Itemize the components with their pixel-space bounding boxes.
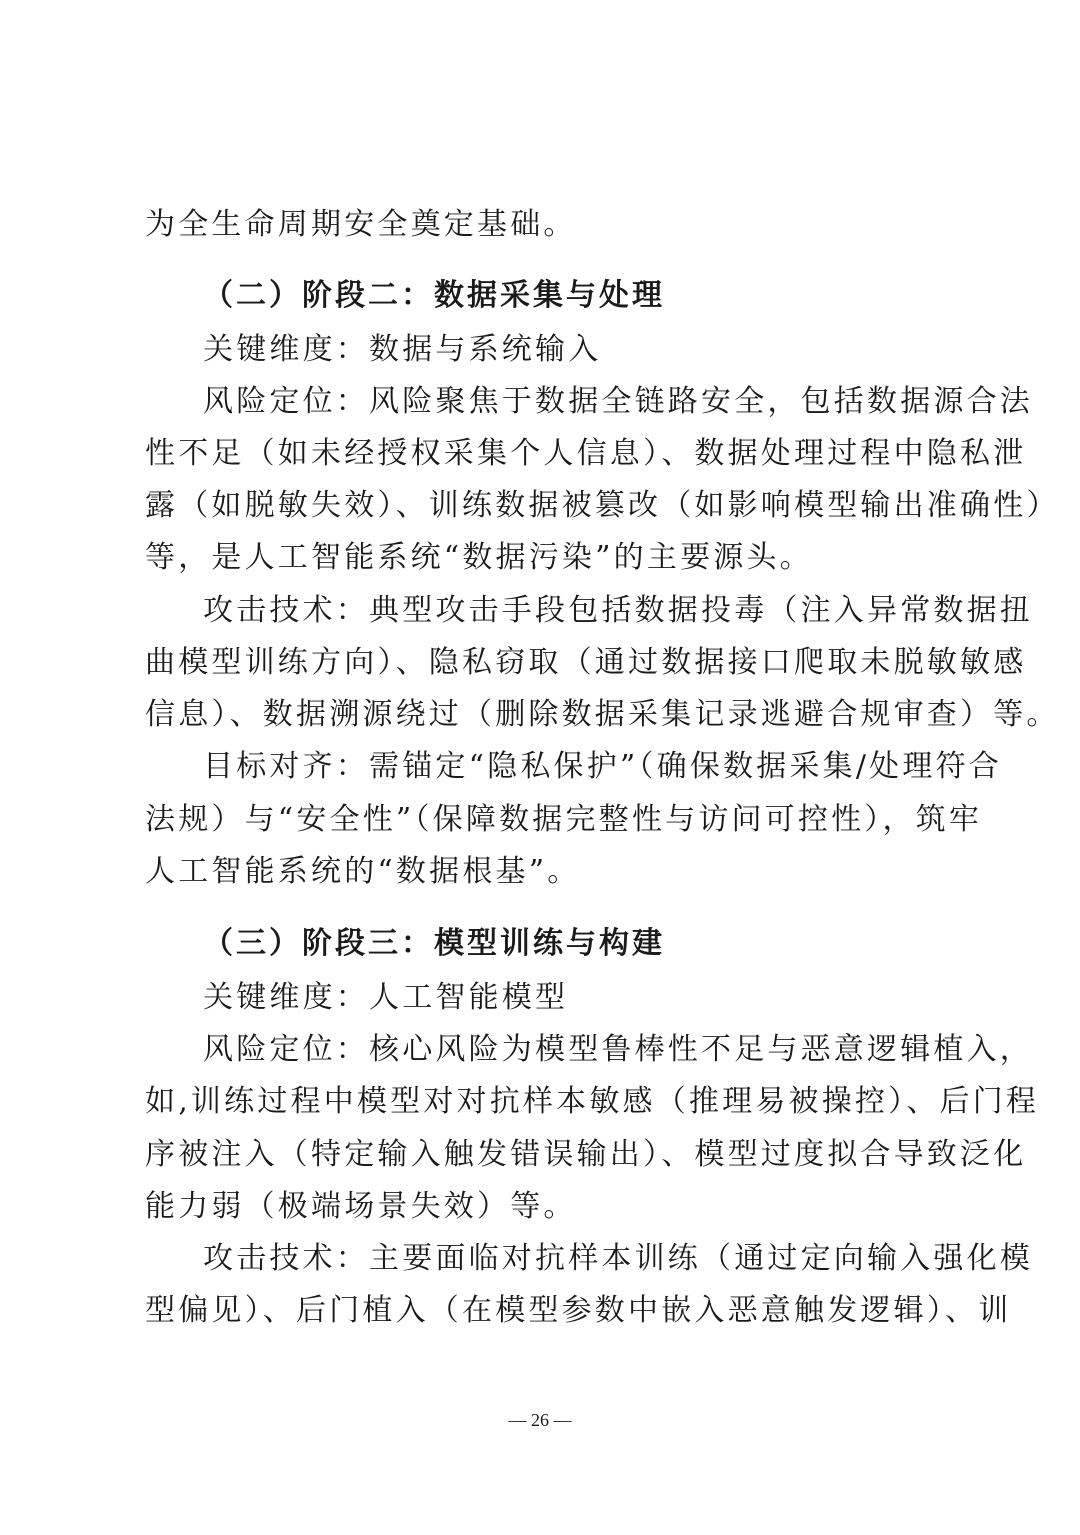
attack-technique-line: 攻击技术：典型攻击手段包括数据投毒（注入异常数据扭 [203,593,1033,628]
paragraph-line: 曲模型训练方向）、隐私窃取（通过数据接口爬取未脱敏敏感 [145,645,1027,680]
paragraph-line: 为全生命周期安全奠定基础。 [145,207,577,242]
key-dimension-line: 关键维度：人工智能模型 [203,980,569,1015]
attack-technique-line: 攻击技术：主要面临对抗样本训练（通过定向输入强化模 [203,1241,1033,1276]
paragraph-line: 能力弱（极端场景失效）等。 [145,1189,577,1224]
paragraph-line: 法规）与“安全性”（保障数据完整性与访问可控性），筑牢 [145,802,983,837]
paragraph-line: 性不足（如未经授权采集个人信息）、数据处理过程中隐私泄 [145,436,1027,471]
paragraph-line: 露（如脱敏失效）、训练数据被篡改（如影响模型输出准确性） [145,488,1060,523]
page-number: — 26 — [508,1410,572,1430]
risk-position-line: 风险定位：风险聚焦于数据全链路安全，包括数据源合法 [203,384,1033,419]
risk-position-line: 风险定位：核心风险为模型鲁棒性不足与恶意逻辑植入， [203,1032,1033,1067]
paragraph-line: 如,训练过程中模型对对抗样本敏感（推理易被操控）、后门程 [145,1084,1040,1119]
key-dimension-line: 关键维度：数据与系统输入 [203,332,602,367]
paragraph-line: 序被注入（特定输入触发错误输出）、模型过度拟合导致泛化 [145,1137,1027,1172]
paragraph-line: 人工智能系统的“数据根基”。 [145,854,581,889]
paragraph-line: 等，是人工智能系统“数据污染”的主要源头。 [145,540,813,575]
paragraph-line: 型偏见）、后门植入（在模型参数中嵌入恶意触发逻辑）、训 [145,1293,1012,1328]
paragraph-line: 信息）、数据溯源绕过（删除数据采集记录逃避合规审查）等。 [145,697,1060,732]
target-alignment-line: 目标对齐：需锚定“隐私保护”（确保数据采集/处理符合 [203,749,1002,784]
section-heading-stage-2: （二）阶段二：数据采集与处理 [203,278,665,313]
section-heading-stage-3: （三）阶段三：模型训练与构建 [203,926,665,961]
